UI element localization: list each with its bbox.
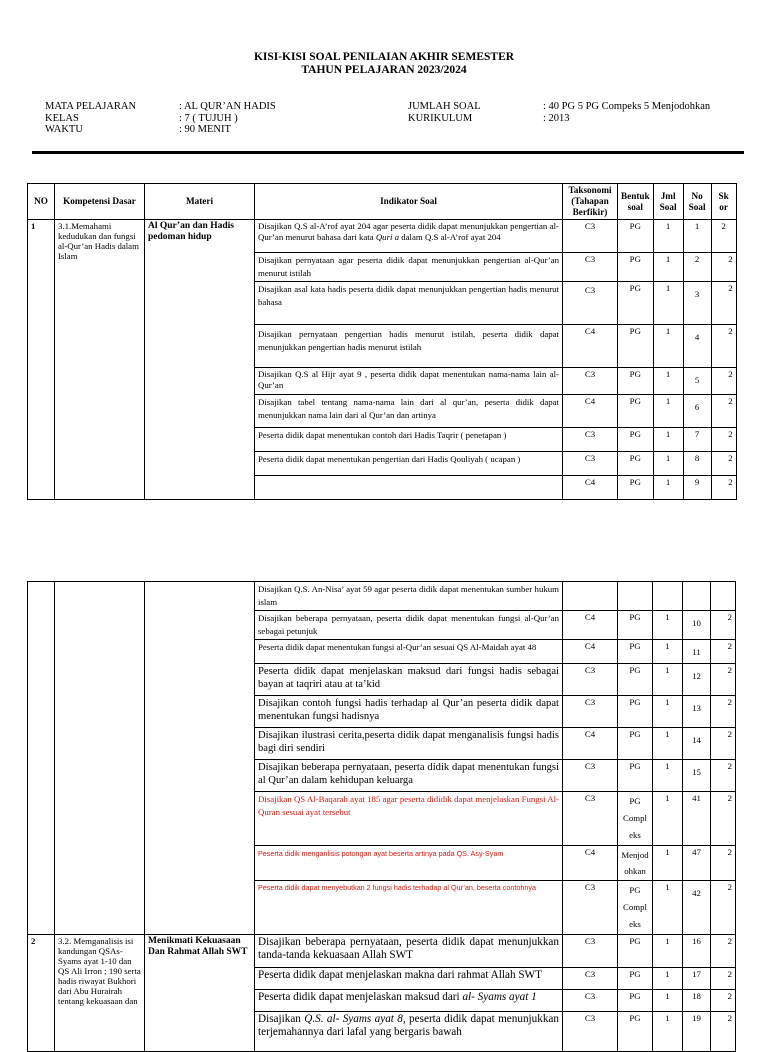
bentuk-cell: PG Compl eks bbox=[618, 881, 653, 935]
skor-cell: 2 bbox=[711, 476, 736, 500]
indikator-text-end: dalam Q.S al-A’rof ayat 204 bbox=[399, 232, 501, 242]
nosoal-value: 4 bbox=[694, 332, 700, 342]
indikator-cell: Disajikan beberapa pernyataan, peserta didik dapat menentukan fungsi al-Qur’an sebagai petunjuk bbox=[255, 611, 563, 640]
indikator-cell: Peserta didik dapat menjelaskan maksud dari fungsi hadis sebagai bayan at taqriri atau at ta’kid bbox=[255, 664, 563, 696]
taksonomi-cell: C3 bbox=[563, 253, 618, 282]
taksonomi-cell: C3 bbox=[563, 220, 618, 253]
col-materi: Materi bbox=[145, 184, 255, 220]
skor-cell: 2 bbox=[711, 728, 736, 760]
nosoal-value: 13 bbox=[692, 703, 701, 713]
kurikulum-label: KURIKULUM bbox=[408, 112, 473, 124]
skor-cell: 2 bbox=[711, 452, 736, 476]
taksonomi-cell: C3 bbox=[563, 968, 618, 990]
indikator-cell: Disajikan pernyataan agar peserta didik dapat menunjukkan pengertian al-Qur’an menurut istilah bbox=[255, 253, 563, 282]
indikator-cell: Peserta didik dapat menentukan pengertian dari Hadis Qouliyah ( ucapan ) bbox=[255, 452, 563, 476]
page-title: KISI-KISI SOAL PENILAIAN AKHIR SEMESTER bbox=[253, 51, 515, 63]
bentuk-cell: PG bbox=[618, 395, 654, 428]
taksonomi-cell: C4 bbox=[563, 476, 618, 500]
table-header-row bbox=[28, 184, 737, 220]
nosoal-cell: 8 bbox=[683, 452, 711, 476]
nosoal-value: 5 bbox=[694, 375, 700, 385]
kompetensi-dasar-empty bbox=[55, 582, 145, 935]
indikator-cell: Peserta didik dapat menjelaskan makna dari rahmat Allah SWT bbox=[255, 968, 563, 990]
indikator-cell: Disajikan Q.S. An-Nisa’ ayat 59 agar peserta didik dapat menentukan sumber hukum islam bbox=[255, 582, 563, 611]
row-number-empty bbox=[28, 582, 55, 935]
nosoal-value: 11 bbox=[692, 647, 701, 657]
bentuk-cell: PG bbox=[618, 1012, 653, 1052]
bentuk-cell: Menjod ohkan bbox=[618, 846, 653, 881]
skor-cell: 2 bbox=[711, 220, 736, 253]
taksonomi-cell: C3 bbox=[563, 760, 618, 792]
indikator-cell: Peserta didik menganlisis potongan ayat beserta artinya pada QS. Asy-Syam bbox=[255, 846, 563, 881]
nosoal-value: 6 bbox=[694, 402, 700, 412]
jml-cell: 1 bbox=[653, 990, 683, 1012]
skor-cell: 2 bbox=[711, 428, 736, 452]
nosoal-cell bbox=[683, 881, 711, 935]
nosoal-cell bbox=[683, 325, 711, 368]
bentuk-cell: PG bbox=[618, 696, 653, 728]
nosoal-cell bbox=[683, 640, 711, 664]
jml-cell: 1 bbox=[653, 696, 683, 728]
row-number: 2 bbox=[28, 935, 55, 1052]
bentuk-cell: PG bbox=[618, 968, 653, 990]
nosoal-cell bbox=[683, 696, 711, 728]
nosoal-cell: 18 bbox=[683, 990, 711, 1012]
page-subtitle: TAHUN PELAJARAN 2023/2024 bbox=[301, 64, 467, 76]
col-bentuk: Bentuk soal bbox=[618, 184, 654, 220]
skor-cell: 2 bbox=[711, 990, 736, 1012]
jml-cell: 1 bbox=[653, 282, 683, 325]
indikator-italic: al- Syams ayat 1 bbox=[462, 991, 537, 1003]
jml-cell: 1 bbox=[653, 640, 683, 664]
nosoal-cell bbox=[683, 760, 711, 792]
col-no: NO bbox=[28, 184, 55, 220]
nosoal-cell: 2 bbox=[683, 253, 711, 282]
nosoal-cell bbox=[683, 664, 711, 696]
nosoal-cell: 16 bbox=[683, 935, 711, 968]
skor-cell: 2 bbox=[711, 760, 736, 792]
indikator-cell: Disajikan ilustrasi cerita,peserta didik dapat menganalisis fungsi hadis bagi diri sendiri bbox=[255, 728, 563, 760]
kurikulum-value: : 2013 bbox=[543, 112, 570, 124]
indikator-cell bbox=[255, 1012, 563, 1052]
col-indikator: Indikator Soal bbox=[255, 184, 563, 220]
mapel-label: MATA PELAJARAN bbox=[45, 101, 137, 112]
taksonomi-cell: C3 bbox=[563, 368, 618, 395]
jumlah-label: JUMLAH SOAL bbox=[408, 101, 481, 112]
nosoal-cell bbox=[683, 368, 711, 395]
indikator-cell: Peserta didik dapat menentukan fungsi al-Qur’an sesuai QS Al-Maidah ayat 48 bbox=[255, 640, 563, 664]
bentuk-cell: PG bbox=[618, 476, 654, 500]
indikator-text-end: , peserta didik dapat menunjukkan terjemahannya dari lafal yang bergaris bawah bbox=[258, 1013, 559, 1038]
jumlah-value: : 40 PG 5 PG Compeks 5 Menjodohkan bbox=[543, 101, 711, 112]
kelas-label: KELAS bbox=[45, 112, 79, 124]
indikator-text: Peserta didik dapat menjelaskan maksud dari bbox=[258, 991, 463, 1003]
jml-cell: 1 bbox=[653, 1012, 683, 1052]
nosoal-value: 12 bbox=[692, 671, 701, 681]
jml-cell: 1 bbox=[653, 664, 683, 696]
kisi-table-2 bbox=[27, 581, 736, 1052]
taksonomi-cell: C4 bbox=[563, 846, 618, 881]
nosoal-cell bbox=[683, 282, 711, 325]
jml-cell: 1 bbox=[653, 728, 683, 760]
bentuk-cell: PG bbox=[618, 253, 654, 282]
table-row bbox=[28, 935, 736, 968]
indikator-cell: Disajikan tabel tentang nama-nama lain dari al qur’an, peserta didik dapat menunjukkan nama lain dari al Qur’an dan artinya bbox=[255, 395, 563, 428]
kelas-value: : 7 ( TUJUH ) bbox=[179, 112, 238, 124]
skor-cell: 2 bbox=[711, 282, 736, 325]
materi-empty bbox=[145, 582, 255, 935]
jml-cell: 1 bbox=[653, 792, 683, 846]
indikator-italic: Q.S. al- Syams ayat 8 bbox=[304, 1013, 403, 1025]
kompetensi-dasar: 3.2. Memganalisis isi kandungan QSAs-Syams ayat 1-10 dan QS Ali Irron ; 190 serta hadis riwayat Bukhori dari Abu Hurairah tentang kekuasaan dan bbox=[55, 935, 145, 1052]
jml-cell: 1 bbox=[653, 428, 683, 452]
indikator-cell: Disajikan asal kata hadis peserta didik dapat menunjukkan pengertian hadis menurut bahasa bbox=[255, 282, 563, 325]
bentuk-cell: PG bbox=[618, 325, 654, 368]
bentuk-cell: PG bbox=[618, 760, 653, 792]
bentuk-cell: PG bbox=[618, 990, 653, 1012]
info-values-right bbox=[543, 101, 710, 124]
taksonomi-cell: C3 bbox=[563, 696, 618, 728]
taksonomi-cell: C3 bbox=[563, 881, 618, 935]
nosoal-cell: 9 bbox=[683, 476, 711, 500]
skor-cell: 2 bbox=[711, 640, 736, 664]
taksonomi-cell: C4 bbox=[563, 325, 618, 368]
nosoal-value: 10 bbox=[692, 618, 701, 628]
jml-cell: 1 bbox=[653, 452, 683, 476]
info-labels-right bbox=[408, 101, 481, 124]
jml-cell bbox=[653, 582, 683, 611]
bentuk-cell: PG bbox=[618, 640, 653, 664]
indikator-text: Disajikan Q.S al-A’rof ayat 204 agar peserta didik dapat menunjukkan pengertian al-Qur’an menurut bahasa dari kata bbox=[258, 221, 559, 242]
skor-cell bbox=[711, 582, 736, 611]
nosoal-value: 14 bbox=[692, 735, 701, 745]
indikator-cell: Peserta didik dapat menentukan contoh dari Hadis Taqrir ( penetapan ) bbox=[255, 428, 563, 452]
skor-cell: 2 bbox=[711, 1012, 736, 1052]
col-taksonomi: Taksonomi (Tahapan Berfikir) bbox=[563, 184, 618, 220]
bentuk-cell: PG bbox=[618, 935, 653, 968]
indikator-cell: Disajikan beberapa pernyataan, peserta didik dapat menentukan fungsi al Qur’an dalam kehidupan keluarga bbox=[255, 760, 563, 792]
table-row bbox=[28, 582, 736, 611]
skor-cell: 2 bbox=[711, 253, 736, 282]
jml-cell: 1 bbox=[653, 935, 683, 968]
indikator-cell: Disajikan beberapa pernyataan, peserta didik dapat menunjukkan tanda-tanda kekuasaan Allah SWT bbox=[255, 935, 563, 968]
jml-cell: 1 bbox=[653, 220, 683, 253]
skor-cell: 2 bbox=[711, 664, 736, 696]
nosoal-cell: 41 bbox=[683, 792, 711, 846]
skor-cell: 2 bbox=[711, 368, 736, 395]
taksonomi-cell: C4 bbox=[563, 611, 618, 640]
bentuk-cell: PG bbox=[618, 220, 654, 253]
taksonomi-cell: C3 bbox=[563, 990, 618, 1012]
jml-cell: 1 bbox=[653, 325, 683, 368]
indikator-cell: Disajikan pernyataan pengertian hadis menurut istilah, peserta didik dapat menunjukkan pengertian hadis menurut istilah bbox=[255, 325, 563, 368]
nosoal-cell: 19 bbox=[683, 1012, 711, 1052]
header-divider bbox=[32, 151, 744, 154]
bentuk-cell: PG bbox=[618, 428, 654, 452]
nosoal-cell: 1 bbox=[683, 220, 711, 253]
skor-cell: 2 bbox=[711, 792, 736, 846]
jml-cell: 1 bbox=[653, 881, 683, 935]
skor-cell: 2 bbox=[711, 325, 736, 368]
kisi-table-1 bbox=[27, 183, 737, 500]
indikator-cell bbox=[255, 990, 563, 1012]
nosoal-value: 3 bbox=[694, 289, 700, 299]
jml-cell: 1 bbox=[653, 611, 683, 640]
skor-cell: 2 bbox=[711, 935, 736, 968]
skor-cell: 2 bbox=[711, 968, 736, 990]
taksonomi-cell bbox=[563, 582, 618, 611]
taksonomi-cell: C3 bbox=[563, 935, 618, 968]
indikator-italic: Quri a bbox=[375, 232, 400, 242]
materi: Menikmati Kekuasaan Dan Rahmat Allah SWT bbox=[145, 935, 255, 1052]
jml-cell: 1 bbox=[653, 760, 683, 792]
skor-cell: 2 bbox=[711, 395, 736, 428]
taksonomi-cell: C3 bbox=[563, 664, 618, 696]
jml-cell: 1 bbox=[653, 253, 683, 282]
nosoal-cell: 47 bbox=[683, 846, 711, 881]
nosoal-cell bbox=[683, 395, 711, 428]
bentuk-cell: PG bbox=[618, 664, 653, 696]
skor-cell: 2 bbox=[711, 611, 736, 640]
taksonomi-cell: C3 bbox=[563, 282, 618, 325]
kompetensi-dasar: 3.1.Memahami kedudukan dan fungsi al-Qur’an Hadis dalam Islam bbox=[55, 220, 145, 500]
bentuk-cell: PG bbox=[618, 611, 653, 640]
materi: Al Qur’an dan Hadis pedoman hidup bbox=[145, 220, 255, 500]
skor-cell: 2 bbox=[711, 696, 736, 728]
table-row bbox=[28, 220, 737, 253]
indikator-cell: Disajikan QS Al-Baqarah ayat 185 agar peserta dididik dapat menjelaskan Fungsi Al-Quran sesuai ayat tersebut bbox=[255, 792, 563, 846]
nosoal-cell bbox=[683, 728, 711, 760]
jml-cell: 1 bbox=[653, 846, 683, 881]
col-kd: Kompetensi Dasar bbox=[55, 184, 145, 220]
jml-cell: 1 bbox=[653, 968, 683, 990]
taksonomi-cell: C3 bbox=[563, 428, 618, 452]
bentuk-cell: PG bbox=[618, 452, 654, 476]
bentuk-cell: PG bbox=[618, 368, 654, 395]
info-labels-left bbox=[45, 101, 136, 136]
taksonomi-cell: C3 bbox=[563, 1012, 618, 1052]
bentuk-cell: PG bbox=[618, 282, 654, 325]
jml-cell: 1 bbox=[653, 368, 683, 395]
nosoal-cell bbox=[683, 611, 711, 640]
indikator-cell: Disajikan contoh fungsi hadis terhadap al Qur’an peserta didik dapat menentukan fungsi hadisnya bbox=[255, 696, 563, 728]
bentuk-cell: PG Compl eks bbox=[618, 792, 653, 846]
nosoal-cell bbox=[683, 582, 711, 611]
nosoal-value: 15 bbox=[692, 767, 701, 777]
nosoal-cell: 17 bbox=[683, 968, 711, 990]
taksonomi-cell: C4 bbox=[563, 395, 618, 428]
col-skor: Sk or bbox=[711, 184, 736, 220]
nosoal-value: 42 bbox=[692, 888, 701, 898]
mapel-value: : AL QUR’AN HADIS bbox=[179, 101, 276, 112]
indikator-cell bbox=[255, 476, 563, 500]
bentuk-cell bbox=[618, 582, 653, 611]
taksonomi-cell: C3 bbox=[563, 452, 618, 476]
indikator-cell bbox=[255, 220, 563, 253]
row-number: 1 bbox=[28, 220, 55, 500]
info-values-left bbox=[179, 101, 276, 136]
taksonomi-cell: C4 bbox=[563, 640, 618, 664]
skor-cell: 2 bbox=[711, 881, 736, 935]
waktu-value: : 90 MENIT bbox=[179, 124, 231, 135]
bentuk-cell: PG bbox=[618, 728, 653, 760]
indikator-cell: Peserta didik dapat menyebutkan 2 fungsi hadis terhadap al Qur’an, beserta contohnya bbox=[255, 881, 563, 935]
skor-cell: 2 bbox=[711, 846, 736, 881]
jml-cell: 1 bbox=[653, 395, 683, 428]
indikator-cell: Disajikan Q.S al Hijr ayat 9 , peserta didik dapat menentukan nama-nama lain al-Qur’an bbox=[255, 368, 563, 395]
taksonomi-cell: C4 bbox=[563, 728, 618, 760]
nosoal-cell: 7 bbox=[683, 428, 711, 452]
col-jml: Jml Soal bbox=[653, 184, 683, 220]
indikator-text: Disajikan bbox=[258, 1013, 305, 1025]
taksonomi-cell: C3 bbox=[563, 792, 618, 846]
jml-cell: 1 bbox=[653, 476, 683, 500]
waktu-label: WAKTU bbox=[45, 124, 83, 135]
col-nosoal: No Soal bbox=[683, 184, 711, 220]
